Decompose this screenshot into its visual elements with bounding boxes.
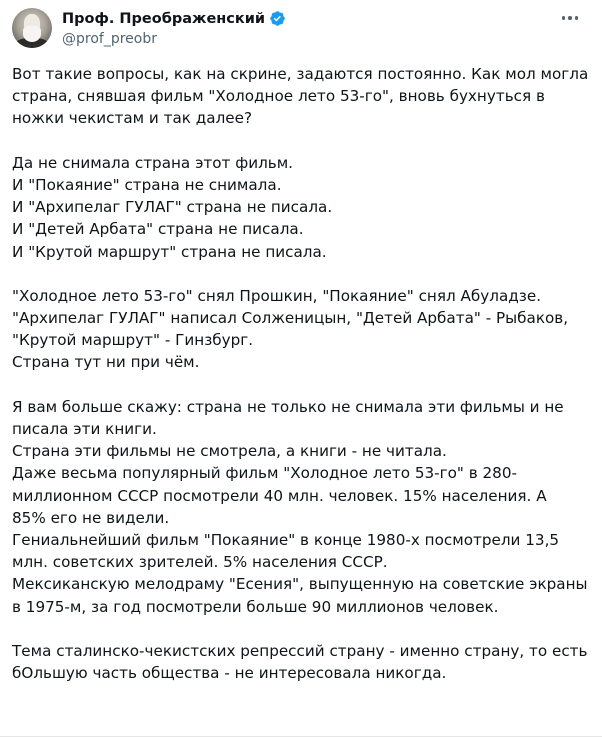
tweet-text-line: Даже весьма популярный фильм "Холодное лето 53-го" в 280- — [12, 464, 517, 483]
tweet-text-line: Гениальнейший фильм "Покаяние" в конце 1980-х посмотрели 13,5 — [12, 530, 560, 549]
tweet-text-line: страна, снявшая фильм "Холодное лето 53-го", вновь бухнуться в — [12, 87, 545, 106]
author-name-row — [62, 10, 286, 27]
author-handle[interactable]: @prof_preobr — [62, 31, 157, 47]
tweet-text-line: Мексиканскую мелодраму "Есения", выпущенную на советские экраны — [12, 575, 588, 594]
tweet-text-line: И "Крутой маршрут" страна не писала. — [12, 242, 327, 261]
tweet-text-line: И "Архипелаг ГУЛАГ" страна не писала. — [12, 198, 333, 217]
verified-badge-icon — [269, 10, 286, 27]
tweet-text-line: писала эти книги. — [12, 420, 157, 438]
more-dot — [568, 16, 572, 20]
paragraph-gap — [12, 618, 587, 640]
tweet-text-line: "Архипелаг ГУЛАГ" написал Солженицын, "Детей Арбата" - Рыбаков, — [12, 309, 569, 328]
tweet-text-line: Страна эти фильмы не смотрела, а книги - не читала. — [12, 442, 447, 461]
tweet-text-line: "Холодное лето 53-го" снял Прошкин, "Покаяние" снял Абуладзе. — [12, 286, 542, 305]
tweet-text-line: "Крутой маршрут" - Гинзбург. — [12, 331, 254, 350]
tweet-text-line: млн. советских зрителей. 5% населения СССР. — [12, 553, 388, 572]
tweet-text-line: Тема сталинско-чекистских репрессий страну - именно страну, то есть — [12, 641, 588, 660]
more-horizontal-icon[interactable] — [560, 8, 580, 28]
tweet-text-line: бОльшую часть общества - не интересовала никогда. — [12, 664, 447, 683]
tweet-text-line: ножки чекистам и так далее? — [12, 109, 253, 128]
tweet-text-line: Вот такие вопросы, как на скрине, задаются постоянно. Как мол могла — [12, 65, 589, 83]
paragraph-gap — [12, 374, 587, 396]
avatar-beard — [23, 26, 41, 42]
tweet-text-line: в 1975-м, за год посмотрели больше 90 миллионов человек. — [12, 597, 499, 616]
tweet-text-line: Я вам больше скажу: страна не только не снимала эти фильмы и не — [12, 397, 564, 416]
paragraph-gap — [12, 263, 587, 285]
tweet-text-line: миллионном СССР посмотрели 40 млн. человек. 15% населения. А — [12, 486, 547, 505]
tweet-text-line: Да не снимала страна этот фильм. — [12, 153, 294, 172]
more-dot — [575, 16, 579, 20]
tweet-text-line: И "Детей Арбата" страна не писала. — [12, 220, 304, 239]
tweet-text — [12, 63, 587, 684]
tweet-text-line: Страна тут ни при чём. — [12, 353, 200, 372]
tweet-text-line: И "Покаяние" страна не снимала. — [12, 175, 282, 194]
author-avatar[interactable] — [12, 8, 52, 48]
more-dot — [562, 16, 566, 20]
paragraph-gap — [12, 130, 587, 152]
author-display-name[interactable]: Проф. Преображенский — [62, 10, 266, 27]
tweet-text-line: 85% его не видели. — [12, 508, 170, 527]
